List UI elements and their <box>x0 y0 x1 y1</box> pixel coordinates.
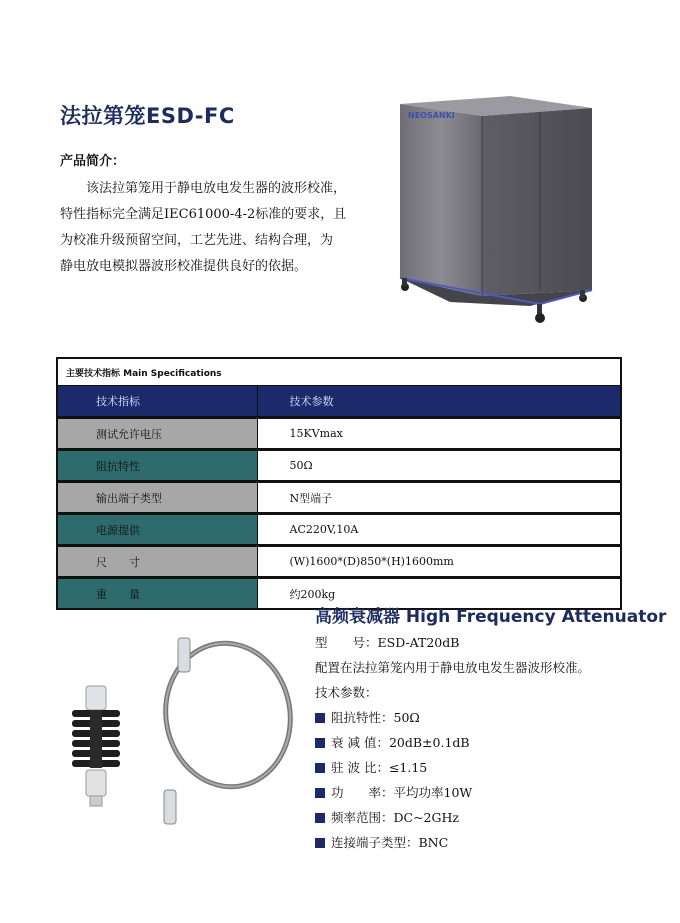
intro-paragraph <box>60 176 385 280</box>
attenuator-details <box>315 630 590 855</box>
column-header-parameter: 技术指标 <box>57 386 257 418</box>
intro-heading: 产品简介： <box>60 154 126 169</box>
brand-label: NEOSANKI <box>408 111 455 120</box>
faraday-cage-image <box>390 92 600 332</box>
bullet-icon <box>315 738 325 748</box>
bullet-icon <box>315 788 325 798</box>
description-line: 配置在法拉第笼内用于静电放电发生器波形校准。 <box>315 660 591 675</box>
param-item <box>315 830 590 855</box>
param-text: 功 率：平均功率10W <box>331 785 473 800</box>
row-value: 15KVmax <box>257 418 621 450</box>
param-text: 阻抗特性：50Ω <box>331 710 420 725</box>
bullet-icon <box>315 813 325 823</box>
attenuator-title: 高频衰减器 High Frequency Attenuator <box>315 607 667 627</box>
row-value: N型端子 <box>257 482 621 514</box>
bullet-icon <box>315 763 325 773</box>
table-row <box>57 514 621 546</box>
intro-line: 该法拉第笼用于静电放电发生器的波形校准， <box>86 181 347 196</box>
param-item <box>315 780 590 805</box>
row-value: (W)1600*(D)850*(H)1600mm <box>257 546 621 578</box>
table-row <box>57 546 621 578</box>
row-label: 重 量 <box>57 578 257 610</box>
row-label: 测试允许电压 <box>57 418 257 450</box>
row-value: 约200kg <box>257 578 621 610</box>
table-row <box>57 418 621 450</box>
intro-line: 为校准升级预留空间，工艺先进、结构合理，为 <box>60 233 334 248</box>
table-row <box>57 482 621 514</box>
param-text: 连接端子类型：BNC <box>331 835 449 850</box>
param-text: 驻 波 比：≤1.15 <box>331 760 428 775</box>
intro-line: 静电放电模拟器波形校准提供良好的依据。 <box>60 259 308 274</box>
row-label: 电源提供 <box>57 514 257 546</box>
param-item <box>315 755 590 780</box>
page-title: 法拉第笼ESD-FC <box>60 104 235 128</box>
attenuator-image <box>60 630 305 840</box>
column-header-value: 技术参数 <box>257 386 621 418</box>
param-text: 频率范围：DC~2GHz <box>331 810 459 825</box>
row-label: 尺 寸 <box>57 546 257 578</box>
table-row <box>57 450 621 482</box>
param-item <box>315 805 590 830</box>
row-value: AC220V,10A <box>257 514 621 546</box>
param-text: 衰 减 值：20dB±0.1dB <box>331 735 470 750</box>
intro-line: 特性指标完全满足IEC61000-4-2标准的要求，且 <box>60 207 347 222</box>
specifications-table <box>56 357 622 610</box>
bullet-icon <box>315 838 325 848</box>
table-header-row <box>57 386 621 418</box>
row-value: 50Ω <box>257 450 621 482</box>
param-item <box>315 730 590 755</box>
table-caption: 主要技术指标 Main Specifications <box>57 358 621 386</box>
row-label: 阻抗特性 <box>57 450 257 482</box>
params-heading: 技术参数： <box>315 685 378 700</box>
param-item <box>315 705 590 730</box>
row-label: 输出端子类型 <box>57 482 257 514</box>
model-line: 型 号：ESD-AT20dB <box>315 635 460 650</box>
bullet-icon <box>315 713 325 723</box>
